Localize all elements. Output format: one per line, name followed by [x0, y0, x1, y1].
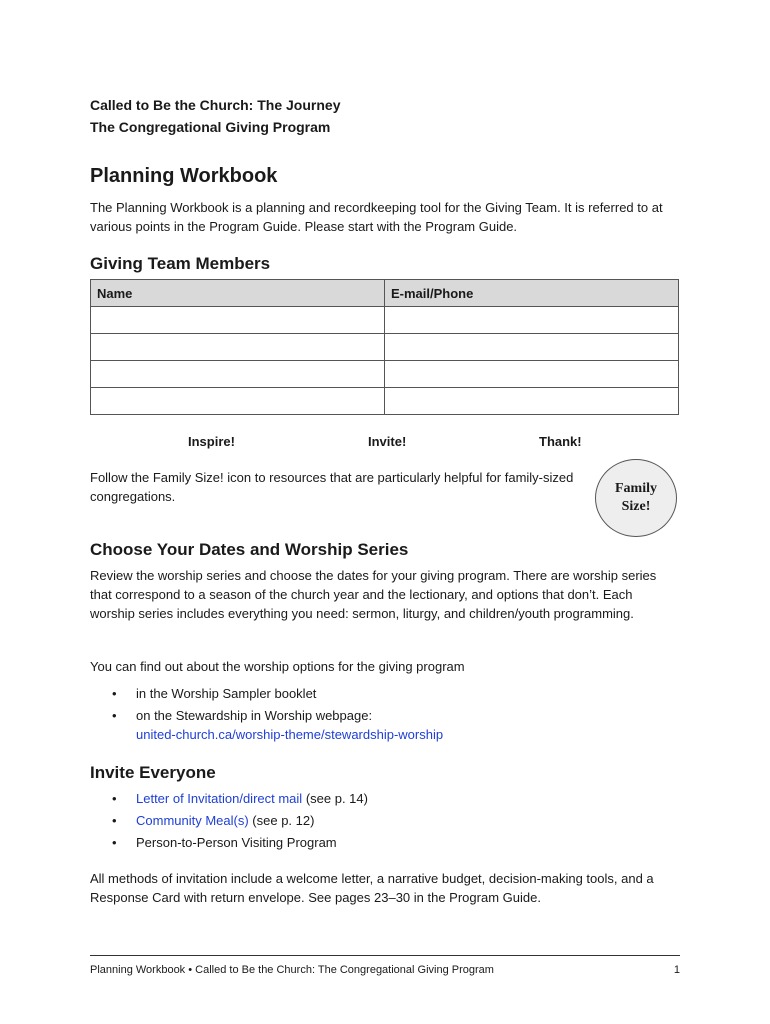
table-cell-contact[interactable]	[385, 388, 679, 415]
footer-divider	[90, 955, 680, 956]
table-cell-contact[interactable]	[385, 361, 679, 388]
list-item	[90, 833, 680, 852]
tagline-thank: Thank!	[539, 434, 582, 449]
worship-options-list	[90, 684, 680, 747]
table-header-row	[91, 280, 679, 307]
stewardship-worship-link[interactable]: united-church.ca/worship-theme/stewardship-worship	[136, 727, 444, 742]
bullet-icon: •	[112, 686, 117, 701]
list-item	[90, 811, 680, 830]
bullet-icon: •	[112, 791, 117, 806]
footer-title: Planning Workbook • Called to Be the Church: The Congregational Giving Program	[90, 964, 494, 976]
table-row	[91, 388, 679, 415]
intro-paragraph: The Planning Workbook is a planning and recordkeeping tool for the Giving Team. It is referred to at various points in the Program Guide. Please start with the Program Guide.	[90, 200, 663, 234]
list-item-text: on the Stewardship in Worship webpage:	[136, 708, 373, 723]
header-line-2: The Congregational Giving Program	[90, 119, 331, 135]
dates-paragraph-2: You can find out about the worship options for the giving program	[90, 659, 465, 674]
tagline-invite: Invite!	[368, 434, 407, 449]
letter-of-invitation-link[interactable]: Letter of Invitation/direct mail	[136, 791, 303, 806]
family-size-badge-label: Family Size!	[615, 481, 657, 514]
column-header-name: Name	[91, 280, 385, 307]
table-cell-name[interactable]	[91, 361, 385, 388]
dates-paragraph-1: Review the worship series and choose the dates for your giving program. There are worship series that correspond to a season of the church year and the lectionary, and options that don’t. Each worship series includes everything you need: sermon, liturgy, and children/youth programming.	[90, 568, 657, 621]
table-row	[91, 307, 679, 334]
table-row	[91, 361, 679, 388]
family-size-icon	[595, 459, 677, 537]
list-item-text: in the Worship Sampler booklet	[136, 686, 317, 701]
community-meals-link[interactable]: Community Meal(s)	[136, 813, 249, 828]
list-item	[90, 789, 680, 808]
column-header-email-phone: E-mail/Phone	[385, 280, 679, 307]
list-item	[90, 706, 680, 744]
page-number: 1	[673, 964, 680, 976]
table-cell-name[interactable]	[91, 388, 385, 415]
table-cell-contact[interactable]	[385, 334, 679, 361]
bullet-icon: •	[112, 835, 117, 850]
list-item-text: (see p. 14)	[302, 791, 368, 806]
table-cell-name[interactable]	[91, 307, 385, 334]
table-cell-name[interactable]	[91, 334, 385, 361]
list-item-text: (see p. 12)	[248, 813, 315, 828]
document-page	[90, 0, 680, 1024]
list-item-text: Person-to-Person Visiting Program	[136, 835, 337, 850]
table-row	[91, 334, 679, 361]
table-cell-contact[interactable]	[385, 307, 679, 334]
bullet-icon: •	[112, 813, 117, 828]
team-members-table	[90, 279, 679, 415]
dates-heading: Choose Your Dates and Worship Series	[90, 540, 409, 559]
page-title: Planning Workbook	[90, 165, 278, 187]
bullet-icon: •	[112, 708, 117, 723]
list-item	[90, 684, 680, 703]
team-heading: Giving Team Members	[90, 254, 271, 273]
invite-closing-paragraph: All methods of invitation include a welcome letter, a narrative budget, decision-making tools, and a Response Card with return envelope. See pages 23–30 in the Program Guide.	[90, 871, 654, 905]
family-size-note: Follow the Family Size! icon to resources that are particularly helpful for family-sized congregations.	[90, 470, 574, 504]
invite-heading: Invite Everyone	[90, 763, 216, 782]
header-line-1: Called to Be the Church: The Journey	[90, 97, 341, 113]
invite-methods-list	[90, 789, 680, 855]
tagline-inspire: Inspire!	[188, 434, 235, 449]
